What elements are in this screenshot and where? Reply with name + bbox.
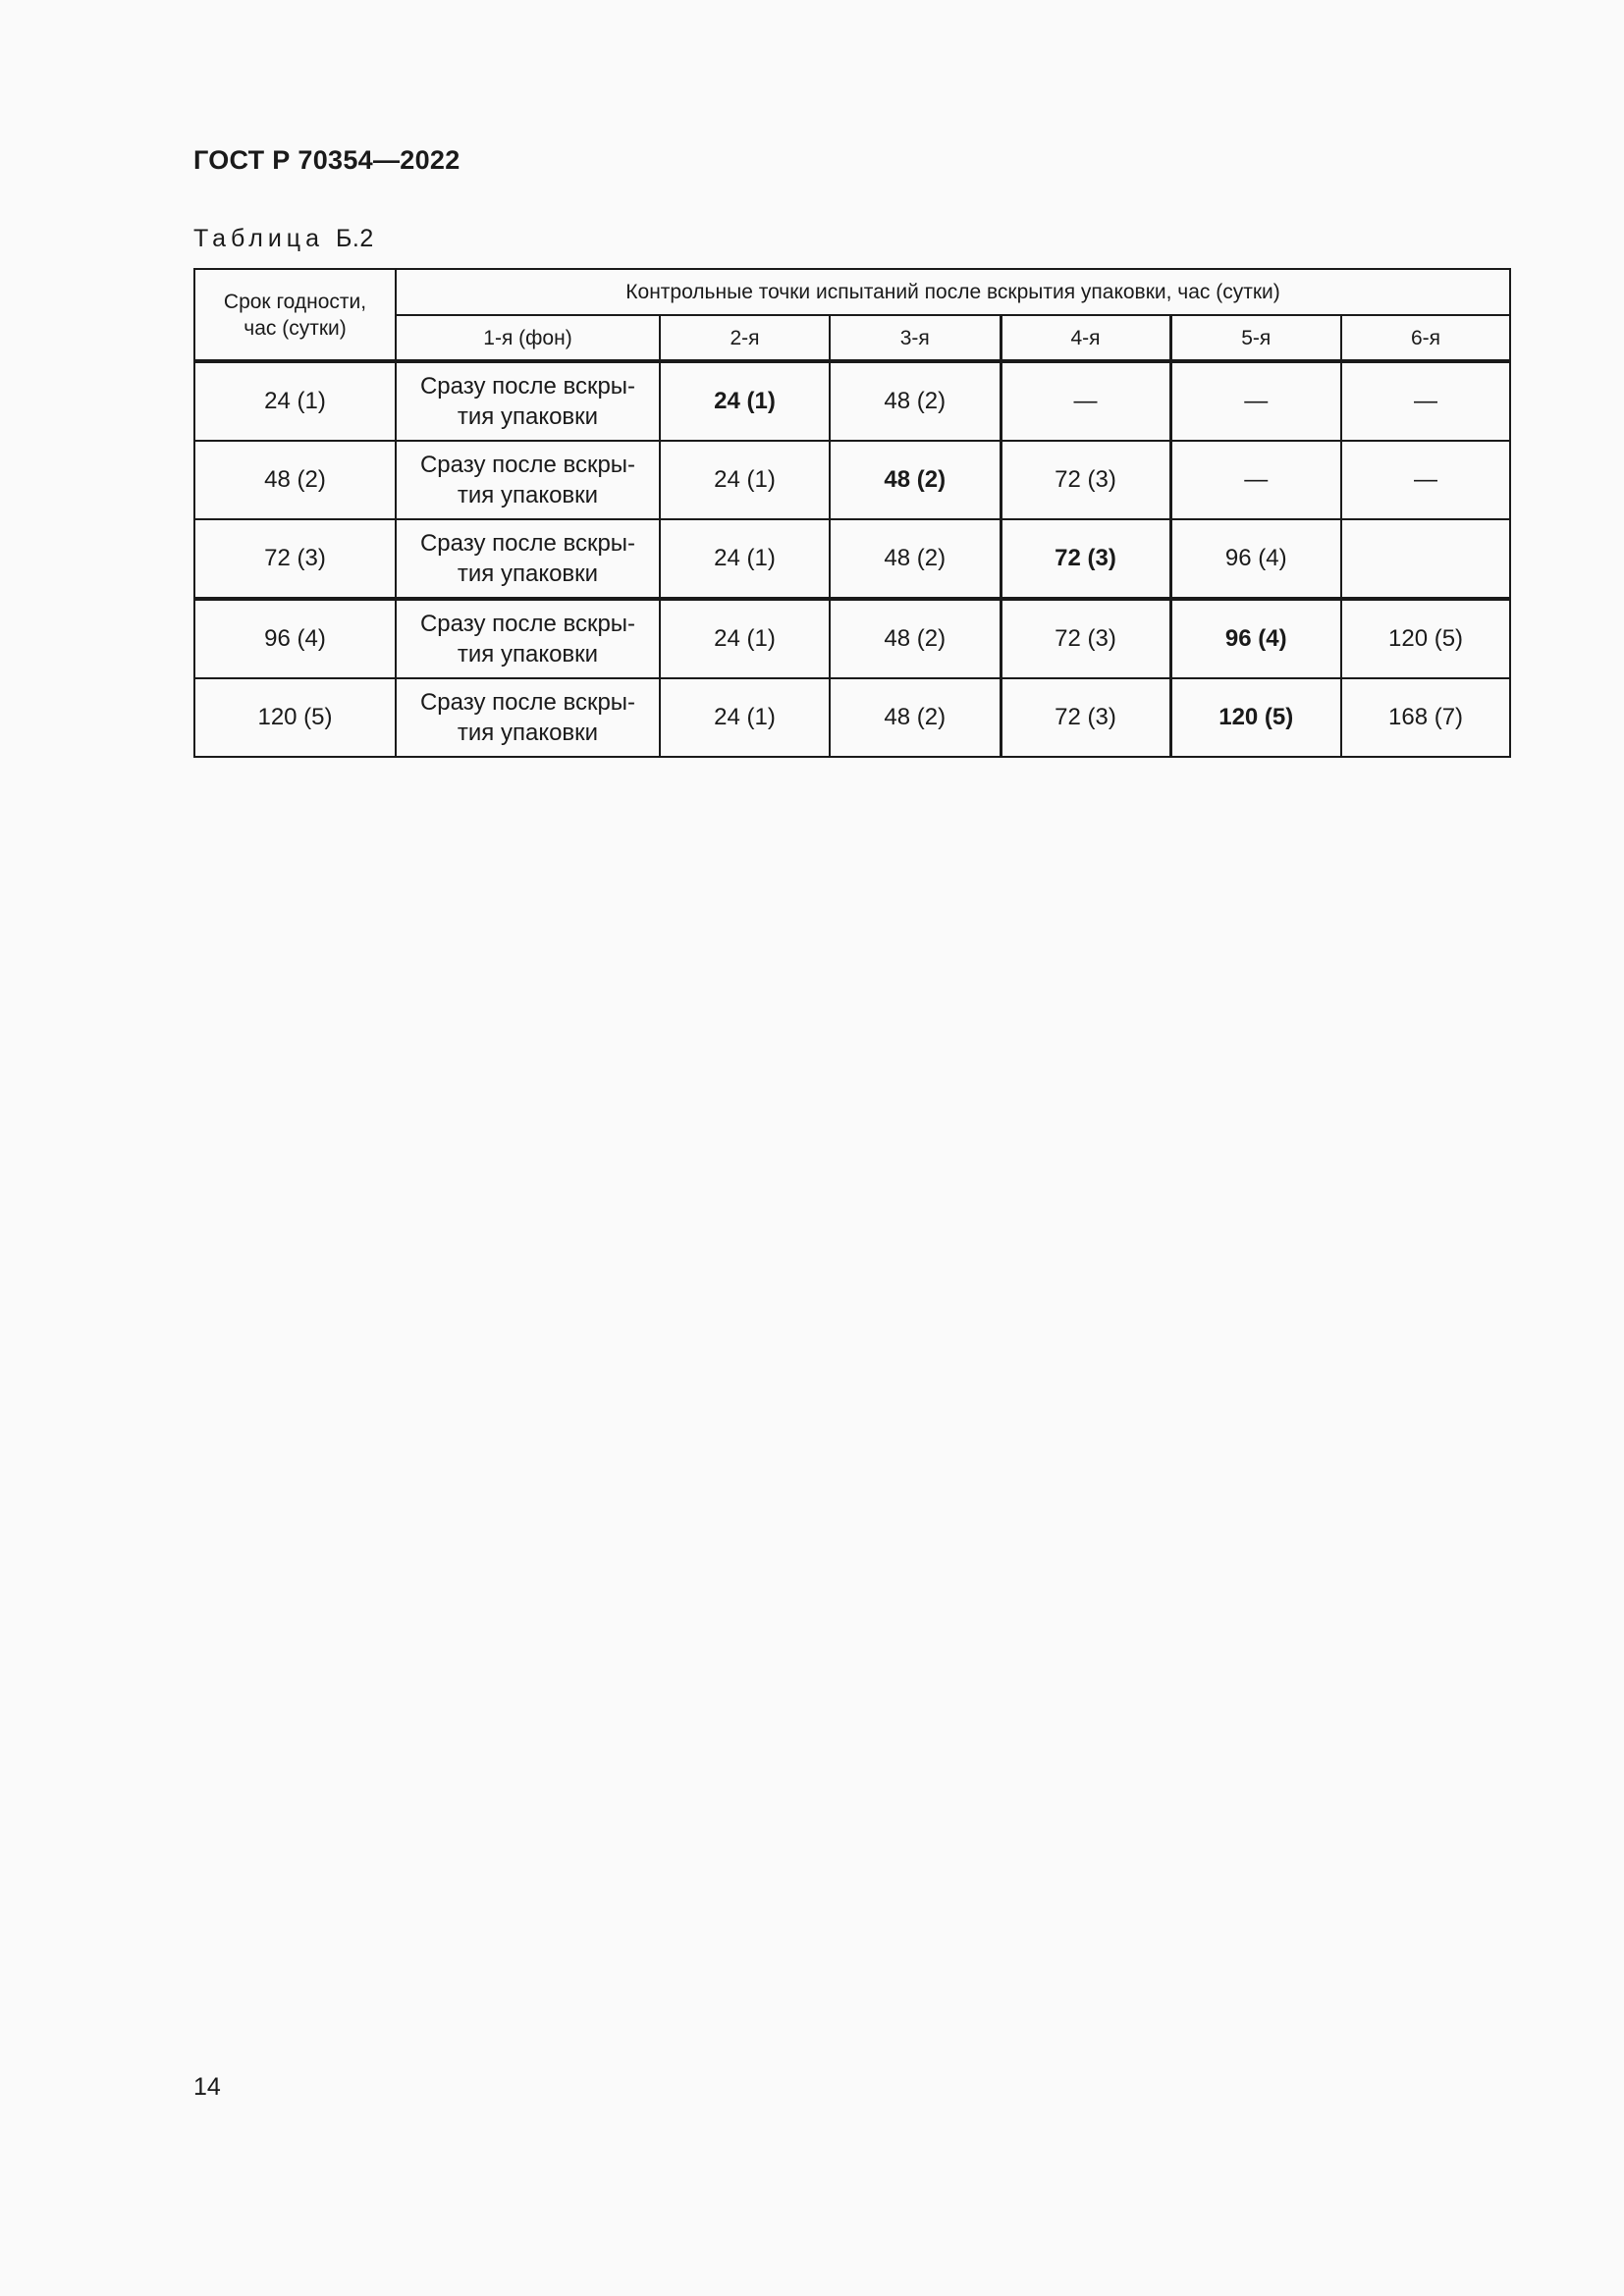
cell-point-2: 24 (1) (660, 361, 830, 441)
cell-point-4: 72 (3) (1001, 519, 1170, 599)
cell-point-5: — (1170, 361, 1341, 441)
cell-point-2: 24 (1) (660, 678, 830, 757)
subheader-1: 1-я (фон) (396, 315, 660, 361)
cell-point-4: — (1001, 361, 1170, 441)
cell-term: 72 (3) (194, 519, 396, 599)
cell-term: 24 (1) (194, 361, 396, 441)
cell-point-6: — (1341, 361, 1510, 441)
table-caption (193, 225, 374, 253)
cell-point-6: 168 (7) (1341, 678, 1510, 757)
cell-point-4: 72 (3) (1001, 599, 1170, 678)
cell-point-6 (1341, 519, 1510, 599)
cell-point-5: 120 (5) (1170, 678, 1341, 757)
table-caption-label: Таблица (193, 225, 325, 252)
cell-point-3: 48 (2) (830, 678, 1001, 757)
cell-point-3: 48 (2) (830, 519, 1001, 599)
cell-point-1: Сразу после вскры- тия упаковки (396, 519, 660, 599)
subheader-5: 5-я (1170, 315, 1341, 361)
table-header-row (194, 269, 1510, 315)
cell-point-6: — (1341, 441, 1510, 519)
cell-point-6: 120 (5) (1341, 599, 1510, 678)
cell-point-5: 96 (4) (1170, 599, 1341, 678)
subheader-3: 3-я (830, 315, 1001, 361)
header-shelf-life: Срок годности, час (сутки) (194, 269, 396, 361)
cell-point-4: 72 (3) (1001, 678, 1170, 757)
table-row (194, 441, 1510, 519)
cell-point-3: 48 (2) (830, 599, 1001, 678)
subheader-4: 4-я (1001, 315, 1170, 361)
header-control-points: Контрольные точки испытаний после вскрытия упаковки, час (сутки) (396, 269, 1510, 315)
cell-point-1: Сразу после вскры- тия упаковки (396, 441, 660, 519)
table-row (194, 678, 1510, 757)
subheader-6: 6-я (1341, 315, 1510, 361)
table-caption-number: Б.2 (335, 225, 374, 252)
subheader-2: 2-я (660, 315, 830, 361)
cell-point-4: 72 (3) (1001, 441, 1170, 519)
cell-point-5: 96 (4) (1170, 519, 1341, 599)
cell-point-2: 24 (1) (660, 599, 830, 678)
cell-term: 48 (2) (194, 441, 396, 519)
cell-term: 120 (5) (194, 678, 396, 757)
page-number: 14 (193, 2073, 221, 2101)
cell-point-1: Сразу после вскры- тия упаковки (396, 599, 660, 678)
cell-point-3: 48 (2) (830, 441, 1001, 519)
table-row (194, 599, 1510, 678)
table-row (194, 361, 1510, 441)
cell-point-3: 48 (2) (830, 361, 1001, 441)
cell-point-2: 24 (1) (660, 519, 830, 599)
table-row (194, 519, 1510, 599)
cell-point-5: — (1170, 441, 1341, 519)
shelf-life-table (193, 268, 1511, 758)
cell-point-2: 24 (1) (660, 441, 830, 519)
cell-point-1: Сразу после вскры- тия упаковки (396, 678, 660, 757)
document-title: ГОСТ Р 70354—2022 (193, 145, 460, 175)
cell-term: 96 (4) (194, 599, 396, 678)
cell-point-1: Сразу после вскры- тия упаковки (396, 361, 660, 441)
